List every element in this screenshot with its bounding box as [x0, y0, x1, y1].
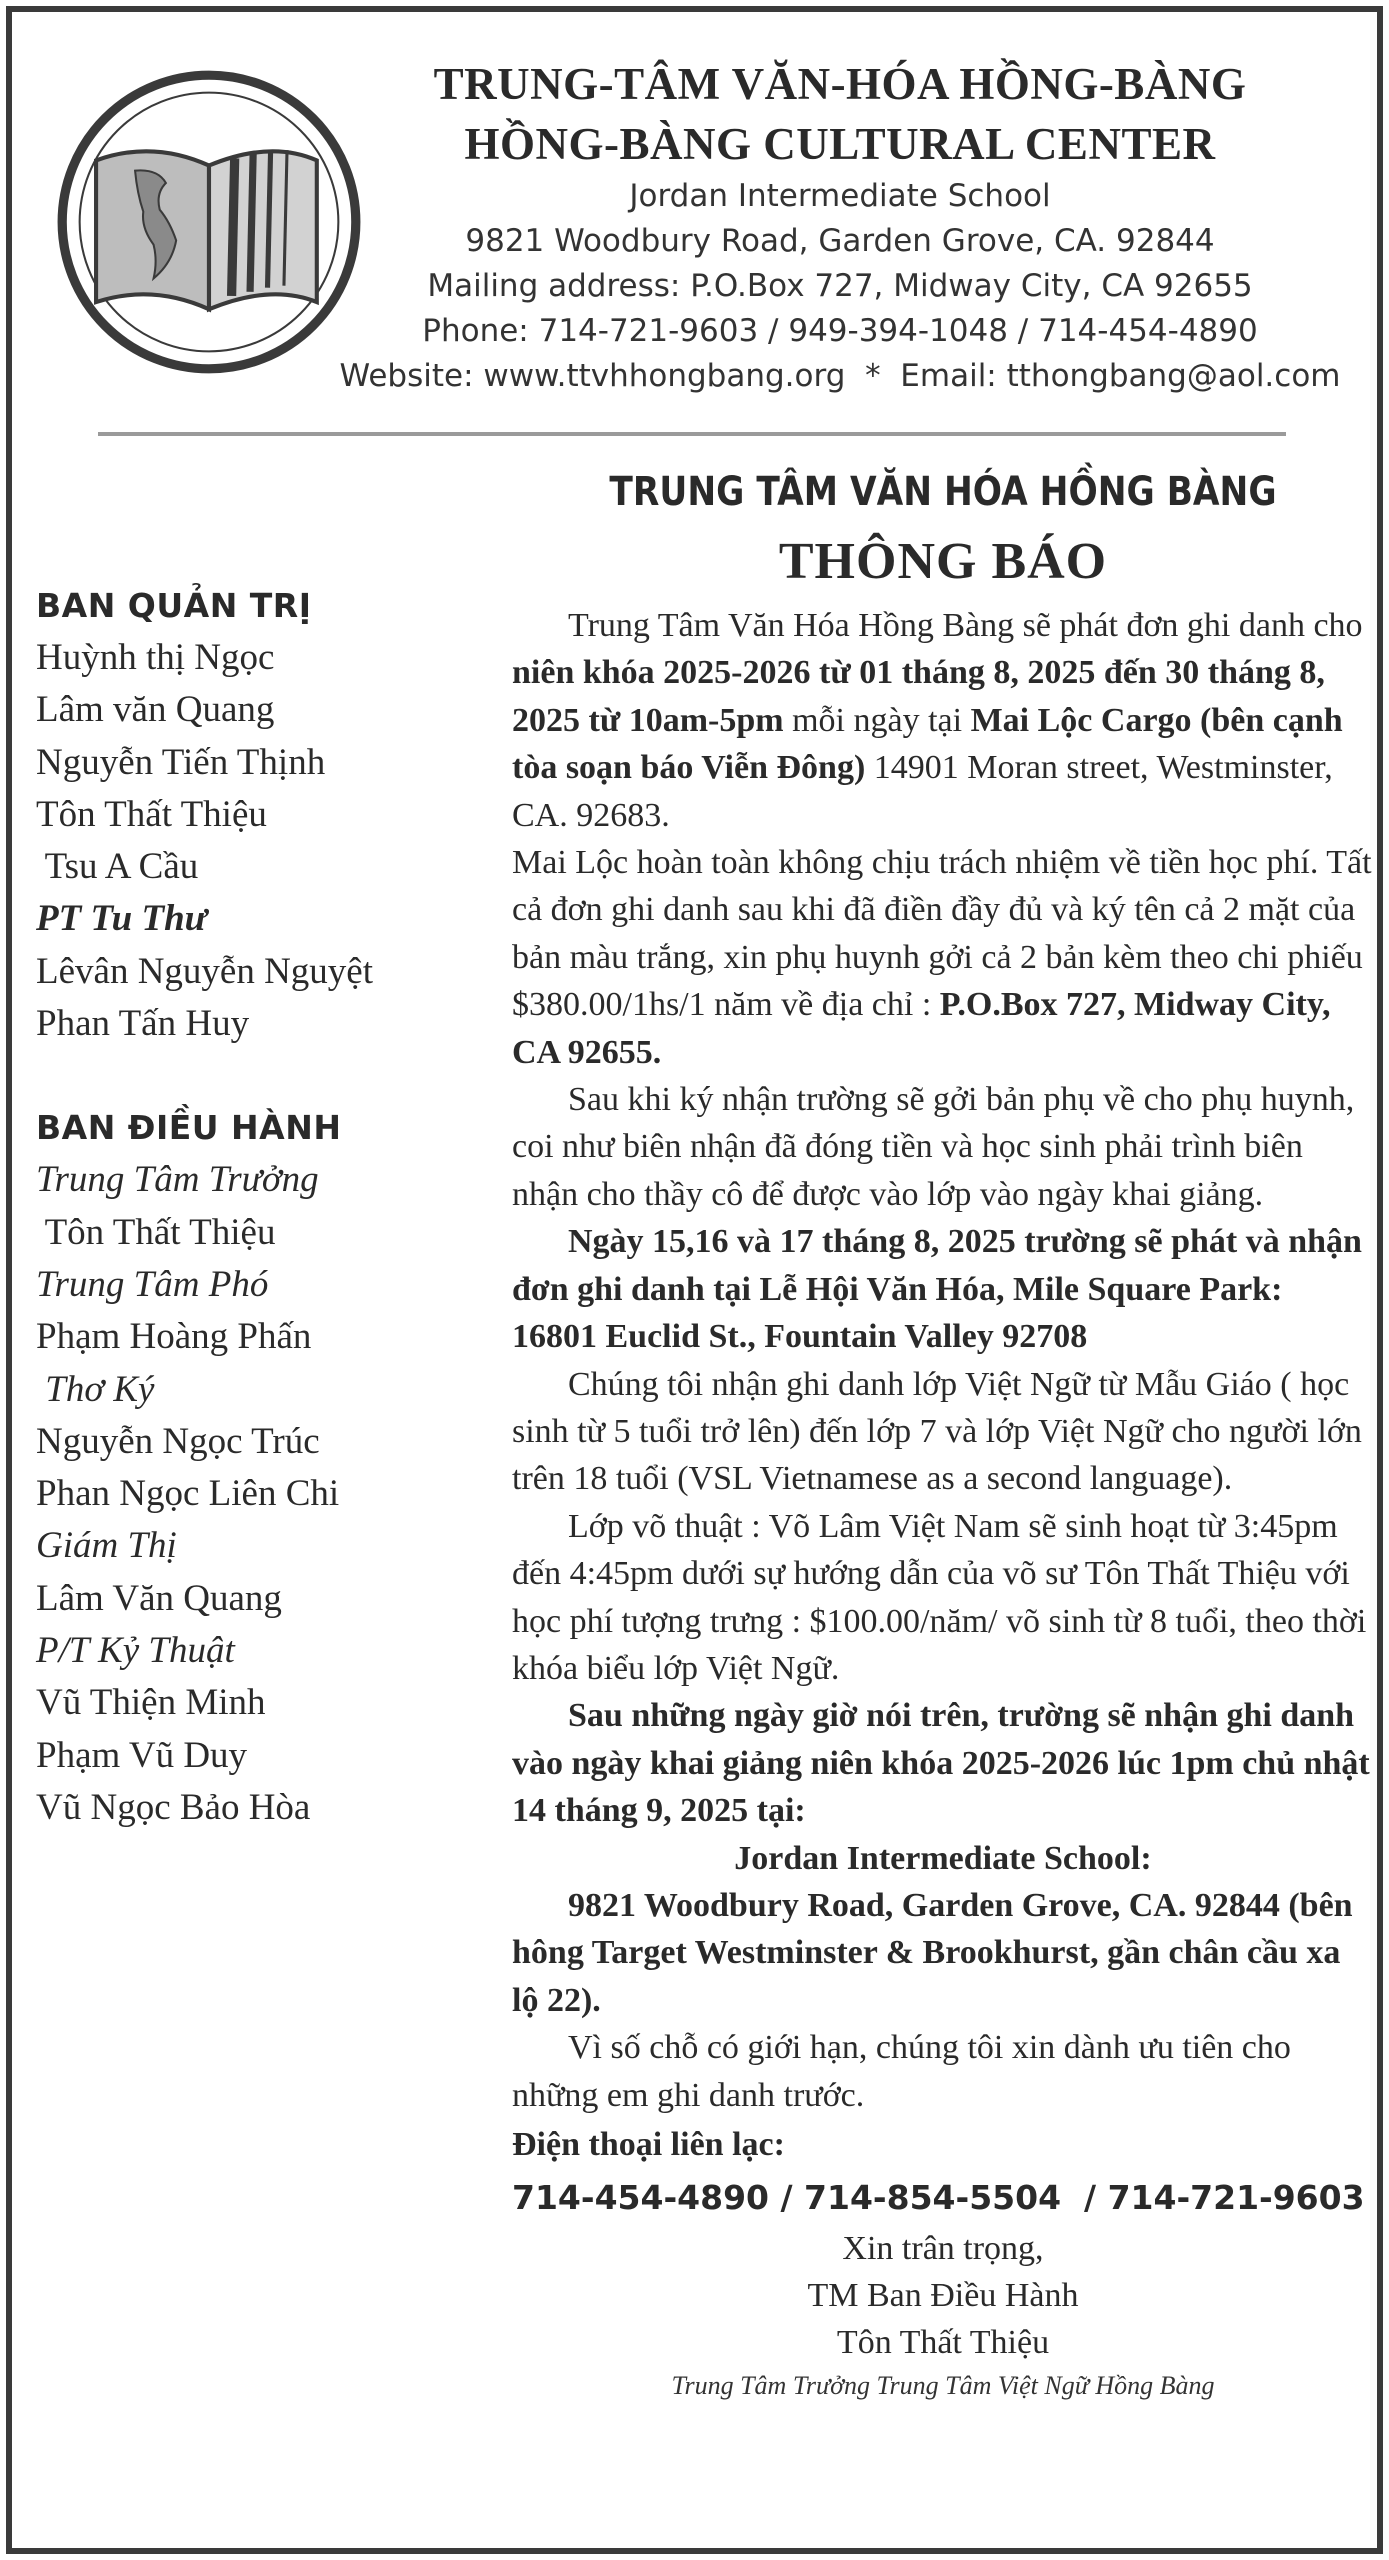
header — [320, 54, 1360, 399]
exec-member: Thơ Ký — [36, 1368, 155, 1410]
exec-member: Vũ Thiện Minh — [36, 1682, 266, 1724]
exec-member: Nguyễn Ngọc Trúc — [36, 1420, 320, 1462]
header-divider — [98, 432, 1286, 436]
opening-school-name: Jordan Intermediate School: — [734, 1839, 1152, 1877]
phone-line: Phone: 714-721-9603 / 949-394-1048 / 714-454-4890 — [422, 313, 1258, 349]
opening-school-address: 9821 Woodbury Road, Garden Grove, CA. 92844 (bên hông Target Westminster & Brookhurst, gần chân cầu xa lộ 22). — [512, 1886, 1353, 2019]
board-member: Nguyễn Tiến Thịnh — [36, 741, 326, 783]
notice-column — [512, 462, 1374, 2406]
exec-member: Trung Tâm Phó — [36, 1263, 269, 1305]
mailing-address: Mailing address: P.O.Box 727, Midway City, CA 92655 — [427, 268, 1253, 304]
board-member: Phan Tấn Huy — [36, 1003, 250, 1045]
exec-member: Phan Ngọc Liên Chi — [36, 1473, 340, 1515]
center-title-en: HỒNG-BÀNG CULTURAL CENTER — [464, 119, 1216, 169]
center-title-vn: TRUNG-TÂM VĂN-HÓA HỒNG-BÀNG — [433, 59, 1247, 109]
board-member: Tôn Thất Thiệu — [36, 793, 267, 835]
board-title: BAN QUẢN TRỊ — [36, 586, 312, 625]
book-logo — [55, 68, 363, 376]
paragraph-martial-arts: Lớp võ thuật : Võ Lâm Việt Nam sẽ sinh hoạt từ 3:45pm đến 4:45pm dưới sự hướng dẫn của võ sư Tôn Thất Thiệu với học phí tượng trưng : $100.00/năm/ võ sinh từ 8 tuổi, theo thời khóa biểu lớp Việt Ngữ. — [512, 1507, 1367, 1687]
paragraph-festival: Ngày 15,16 và 17 tháng 8, 2025 trường sẽ phát và nhận đơn ghi danh tại Lễ Hội Văn Hóa, Mile Square Park: 16801 Euclid St., Fountain Valley 92708 — [512, 1223, 1362, 1356]
exec-member: Phạm Vũ Duy — [36, 1734, 248, 1776]
exec-member: Giám Thị — [36, 1525, 177, 1567]
notice-body — [512, 602, 1374, 2119]
signer-name: Tôn Thất Thiệu — [836, 2324, 1050, 2361]
left-column — [36, 580, 476, 1834]
exec-member: Lâm Văn Quang — [36, 1577, 282, 1619]
board-member: Huỳnh thị Ngọc — [36, 637, 275, 678]
street-address: 9821 Woodbury Road, Garden Grove, CA. 92844 — [465, 223, 1215, 259]
exec-member: Trung Tâm Trưởng — [36, 1159, 319, 1201]
exec-member-list — [36, 1154, 476, 1834]
paragraph-opening-day: Sau những ngày giờ nói trên, trường sẽ nhận ghi danh vào ngày khai giảng niên khóa 2025-2026 lúc 1pm chủ nhật 14 tháng 9, 2025 tại: — [512, 1697, 1370, 1830]
notice-heading: THÔNG BÁO — [778, 533, 1108, 590]
signer-title: TM Ban Điều Hành — [807, 2277, 1079, 2314]
notice-org-title: TRUNG TÂM VĂN HÓA HỒNG BÀNG — [609, 469, 1277, 515]
board-member: PT Tu Thư — [36, 898, 207, 940]
contact-phones: 714-454-4890 / 714-854-5504 / 714-721-9603 — [512, 2178, 1365, 2217]
signer-footer: Trung Tâm Trưởng Trung Tâm Việt Ngữ Hồng Bàng — [671, 2371, 1215, 2400]
website-email: Website: www.ttvhhongbang.org * Email: tthongbang@aol.com — [339, 358, 1341, 394]
exec-member: P/T Kỷ Thuật — [36, 1630, 235, 1672]
closing: Xin trân trọng, — [842, 2230, 1044, 2267]
exec-title: BAN ĐIỀU HÀNH — [36, 1108, 342, 1148]
board-member: Lâm văn Quang — [36, 689, 275, 731]
paragraph-fees: Mai Lộc hoàn toàn không chịu trách nhiệm về tiền học phí. Tất cả đơn ghi danh sau khi đã điền đầy đủ và ký tên cả 2 mặt của bản màu trắng, xin phụ huynh gởi cả 2 bản kèm theo chi phiếu $380.00/1hs/1 năm về địa chỉ : P.O.Box 727, Midway City, CA 92655. — [512, 844, 1372, 1071]
board-member-list — [36, 632, 476, 1050]
paragraph-registration: Trung Tâm Văn Hóa Hồng Bàng sẽ phát đơn ghi danh cho niên khóa 2025-2026 từ 01 tháng 8, 2025 đến 30 tháng 8, 2025 từ 10am-5pm mỗi ngày tại Mai Lộc Cargo (bên cạnh tòa soạn báo Viễn Đông) 14901 Moran street, Westminster, CA. 92683. — [512, 607, 1363, 834]
exec-member: Phạm Hoàng Phấn — [36, 1316, 312, 1358]
board-member: Tsu A Cầu — [36, 846, 199, 888]
exec-member: Tôn Thất Thiệu — [36, 1211, 276, 1253]
paragraph-classes: Chúng tôi nhận ghi danh lớp Việt Ngữ từ Mẫu Giáo ( học sinh từ 5 tuổi trở lên) đến lớp 7 và lớp Việt Ngữ cho người lớn trên 18 tuổi (VSL Vietnamese as a second language). — [512, 1365, 1362, 1498]
paragraph-priority: Vì số chỗ có giới hạn, chúng tôi xin dành ưu tiên cho những em ghi danh trước. — [512, 2029, 1291, 2114]
contact-label: Điện thoại liên lạc: — [512, 2126, 785, 2163]
paragraph-receipt: Sau khi ký nhận trường sẽ gởi bản phụ về cho phụ huynh, coi như biên nhận đã đóng tiền và học sinh phải trình biên nhận cho thầy cô để được vào lớp vào ngày khai giảng. — [512, 1081, 1355, 1213]
exec-member: Vũ Ngọc Bảo Hòa — [36, 1786, 311, 1828]
school-name: Jordan Intermediate School — [629, 178, 1051, 214]
board-member: Lêvân Nguyễn Nguyệt — [36, 950, 374, 992]
